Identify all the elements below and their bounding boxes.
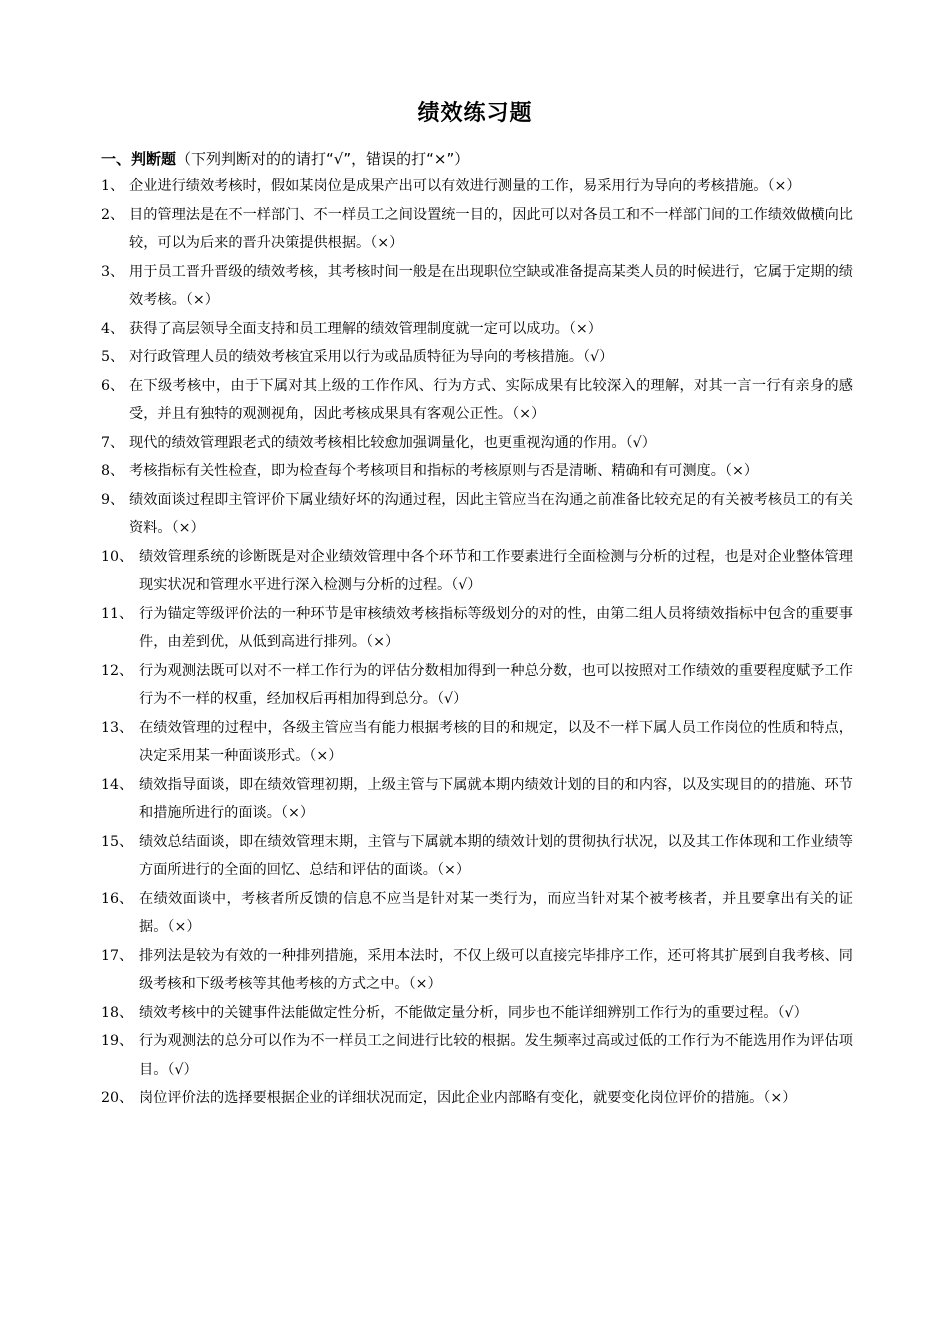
question-text: 绩效指导面谈，即在绩效管理初期，上级主管与下属就本期内绩效计划的目的和内容，以及实现目的的措施、环节和措施所进行的面谈。（×） xyxy=(139,776,853,821)
question-text: 绩效考核中的关键事件法能做定性分析，不能做定量分析，同步也不能详细辨别工作行为的重要过程。（√） xyxy=(139,1004,808,1021)
question-number: 19、 xyxy=(101,1033,134,1049)
question-text: 企业进行绩效考核时，假如某岗位是成果产出可以有效进行测量的工作，易采用行为导向的考核措施。（×） xyxy=(129,178,801,194)
question-item xyxy=(101,343,853,372)
question-number: 3、 xyxy=(101,263,125,280)
section-heading-label: 一、判断题 xyxy=(101,150,177,168)
question-text: 对行政管理人员的绩效考核宜采用以行为或品质特征为导向的考核措施。（√） xyxy=(129,349,614,365)
question-text: 目的管理法是在不一样部门、不一样员工之间设置统一目的，因此可以对各员工和不一样部门间的工作绩效做横向比较，可以为后来的晋升决策提供根据。（×） xyxy=(129,206,853,251)
question-text: 现代的绩效管理跟老式的绩效考核相比较愈加强调量化，也更重视沟通的作用。（√） xyxy=(129,434,656,451)
question-number: 12、 xyxy=(101,662,134,679)
question-item xyxy=(101,372,853,429)
question-text: 绩效面谈过程即主管评价下属业绩好坏的沟通过程，因此主管应当在沟通之前准备比较充足的有关被考核员工的有关资料。（×） xyxy=(129,491,853,536)
document-title: 绩效练习题 xyxy=(417,101,533,126)
question-number: 16、 xyxy=(101,890,134,907)
question-item xyxy=(101,1027,853,1084)
question-text: 行为观测法的总分可以作为不一样员工之间进行比较的根据。发生频率过高或过低的工作行为不能选用作为评估项目。（√） xyxy=(139,1033,853,1078)
question-text: 行为观测法既可以对不一样工作行为的评估分数相加得到一种总分数，也可以按照对工作绩效的重要程度赋予工作行为不一样的权重，经加权后再相加得到总分。（√） xyxy=(139,662,853,707)
question-number: 2、 xyxy=(101,206,125,223)
question-text: 获得了高层领导全面支持和员工理解的绩效管理制度就一定可以成功。（×） xyxy=(129,320,602,337)
question-number: 11、 xyxy=(101,605,134,622)
question-number: 15、 xyxy=(101,833,134,850)
question-item xyxy=(101,258,853,315)
question-text: 排列法是较为有效的一种排列措施，采用本法时，不仅上级可以直接完毕排序工作，还可将其扩展到自我考核、同级考核和下级考核等其他考核的方式之中。（×） xyxy=(139,947,853,992)
question-number: 7、 xyxy=(101,434,125,451)
question-text: 岗位评价法的选择要根据企业的详细状况而定，因此企业内部略有变化，就要变化岗位评价的措施。（×） xyxy=(139,1090,797,1106)
question-item xyxy=(101,771,853,828)
question-text: 在下级考核中，由于下属对其上级的工作作风、行为方式、实际成果有比较深入的理解，对其一言一行有亲身的感受，并且有独特的观测视角，因此考核成果具有客观公正性。（×） xyxy=(129,377,853,422)
question-text: 考核指标有关性检查，即为检查每个考核项目和指标的考核原则与否是清晰、精确和有可测度。（×） xyxy=(129,463,759,479)
question-number: 9、 xyxy=(101,491,125,508)
question-number: 4、 xyxy=(101,320,125,337)
question-number: 18、 xyxy=(101,1004,134,1021)
question-item xyxy=(101,1084,853,1113)
question-item xyxy=(101,714,853,771)
section-heading xyxy=(101,145,469,173)
question-number: 13、 xyxy=(101,719,134,736)
question-text: 绩效总结面谈，即在绩效管理末期，主管与下属就本期的绩效计划的贯彻执行状况，以及其工作体现和工作业绩等方面所进行的全面的回忆、总结和评估的面谈。（×） xyxy=(139,833,853,878)
question-list xyxy=(101,172,853,1113)
question-number: 17、 xyxy=(101,947,134,964)
question-number: 10、 xyxy=(101,548,134,565)
question-item xyxy=(101,543,853,600)
question-item xyxy=(101,600,853,657)
question-text: 用于员工晋升晋级的绩效考核，其考核时间一般是在出现职位空缺或准备提高某类人员的时候进行，它属于定期的绩效考核。（×） xyxy=(129,263,853,308)
question-number: 6、 xyxy=(101,377,125,394)
question-text: 行为锚定等级评价法的一种环节是审核绩效考核指标等级划分的对的性，由第二组人员将绩效指标中包含的重要事件，由差到优，从低到高进行排列。（×） xyxy=(139,605,853,650)
question-item xyxy=(101,942,853,999)
question-item xyxy=(101,999,853,1028)
question-number: 1、 xyxy=(101,178,125,194)
question-item xyxy=(101,457,853,486)
question-item xyxy=(101,828,853,885)
question-text: 绩效管理系统的诊断既是对企业绩效管理中各个环节和工作要素进行全面检测与分析的过程，也是对企业整体管理现实状况和管理水平进行深入检测与分析的过程。（√） xyxy=(139,548,853,593)
question-number: 14、 xyxy=(101,776,134,793)
question-item xyxy=(101,657,853,714)
question-text: 在绩效面谈中，考核者所反馈的信息不应当是针对某一类行为，而应当针对某个被考核者，并且要拿出有关的证据。（×） xyxy=(139,890,853,935)
question-number: 20、 xyxy=(101,1090,134,1106)
question-item xyxy=(101,172,853,201)
question-text: 在绩效管理的过程中，各级主管应当有能力根据考核的目的和规定，以及不一样下属人员工作岗位的性质和特点，决定采用某一种面谈形式。（×） xyxy=(139,719,853,764)
question-item xyxy=(101,315,853,344)
question-number: 5、 xyxy=(101,349,125,365)
question-item xyxy=(101,885,853,942)
section-instruction: （下列判断对的的请打“√”，错误的打“×”） xyxy=(176,150,470,168)
question-item xyxy=(101,201,853,258)
question-item xyxy=(101,429,853,458)
question-number: 8、 xyxy=(101,463,125,479)
question-item xyxy=(101,486,853,543)
